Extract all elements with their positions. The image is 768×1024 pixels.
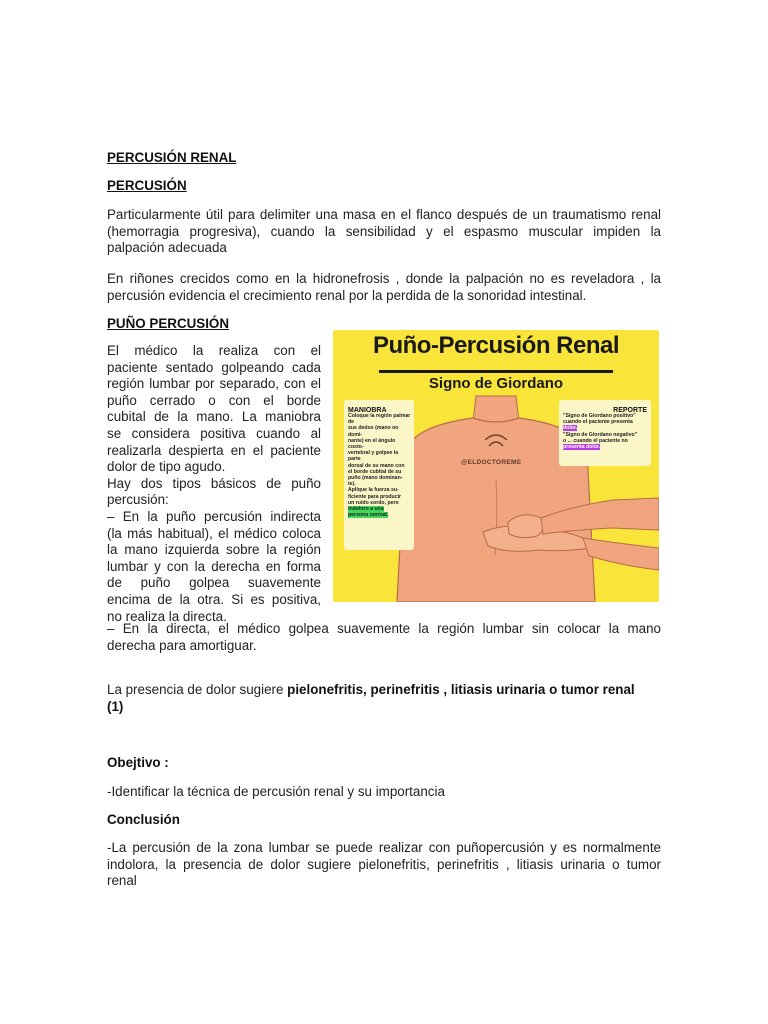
text-line: no realiza la directa. xyxy=(107,608,227,624)
fist-shape xyxy=(508,515,543,538)
reporte-highlight: presenta dolor. xyxy=(563,444,601,451)
giordano-infographic xyxy=(333,330,659,602)
maniobra-line: ficiente para producir xyxy=(348,493,402,500)
puno-text-column xyxy=(107,343,321,625)
text-line: realizarla despierta en el paciente xyxy=(107,442,321,458)
reporte-line: "Signo de Giordano positivo" xyxy=(563,413,636,419)
maniobra-line xyxy=(348,512,412,518)
paragraph-percusion-2 xyxy=(107,271,661,304)
text-line: – En la puño percusión indirecta xyxy=(107,508,321,524)
maniobra-panel xyxy=(344,400,414,550)
text-line: región lumbar por separado, con el xyxy=(107,376,321,392)
text-line: – En la directa, el médico golpea suavemente la región lumbar sin colocar la mano xyxy=(107,621,661,636)
text-line: puño cerrado o con el borde xyxy=(107,392,321,408)
text-line: encima de la otra. Si es positiva, xyxy=(107,591,321,607)
text-line: percusión: xyxy=(107,492,169,508)
maniobra-line: vertebral y golpee la parte xyxy=(348,450,399,463)
text-line: percusión evidencia el crecimiento renal por la perdida de la sonoridad intestinal. xyxy=(107,287,587,303)
text-line: El médico la realiza con el xyxy=(107,343,321,358)
text-line: derecha para amortiguar. xyxy=(107,637,257,653)
infographic-title: Puño-Percusión Renal xyxy=(372,332,620,359)
maniobra-line: nante) en el ángulo costo- xyxy=(348,437,396,451)
maniobra-text xyxy=(348,413,412,518)
paragraph-conclusion xyxy=(107,840,661,890)
text-line: -La percusión de la zona lumbar se puede realizar con puñopercusión y es normalmente xyxy=(107,840,661,855)
maniobra-highlight: persona normal. xyxy=(348,512,389,519)
text-line: En riñones crecidos como en la hidronefrosis , donde la palpación no es reveladora , la xyxy=(107,271,661,286)
heading-percusion: PERCUSIÓN xyxy=(107,178,187,193)
text-line: lumbar y con la derecha en forma xyxy=(107,558,321,574)
maniobra-line: te). xyxy=(348,481,356,488)
reporte-line: cuando el paciente presenta xyxy=(563,419,633,426)
maniobra-label: MANIOBRA xyxy=(348,407,387,414)
reporte-panel xyxy=(559,400,651,466)
paragraph-percusion-1 xyxy=(107,207,661,257)
reporte-highlight: dolor. xyxy=(563,425,578,432)
presence-ref: (1) xyxy=(107,698,124,714)
presence-bold: pielonefritis, perinefritis , litiasis urinaria o tumor renal xyxy=(287,682,635,697)
text-line: la mano izquierda sobre la región xyxy=(107,542,321,558)
maniobra-highlight: indoloro a una xyxy=(348,506,384,513)
text-line: Particularmente útil para delimiter una masa en el flanco después de un traumatismo renal xyxy=(107,207,661,222)
neck-shape xyxy=(473,396,519,422)
lower-forearm-shape xyxy=(583,538,659,570)
reporte-line: o ... cuando el paciente no xyxy=(563,437,628,444)
heading-conclusion: Conclusión xyxy=(107,812,180,827)
text-line: cubital de la mano. La maniobra xyxy=(107,409,321,425)
maniobra-line: Coloque la región palmar de xyxy=(348,413,411,426)
paragraph-presence xyxy=(107,682,661,715)
text-line: indolora, la presencia de dolor sugiere pielonefritis, perinefritis , litiasis urinaria o tumor xyxy=(107,856,661,872)
text-line: paciente sentado golpeando cada xyxy=(107,359,321,375)
text-line: (la más habitual), el médico coloca xyxy=(107,525,321,541)
text-line: de puño golpea suavemente xyxy=(107,575,321,591)
text-line: renal xyxy=(107,873,137,889)
infographic-subtitle: Signo de Giordano xyxy=(428,375,564,392)
maniobra-line: un ruido sordo, pero xyxy=(348,499,399,506)
text-line: Hay dos tipos básicos de puño xyxy=(107,475,321,491)
text-line xyxy=(107,682,661,699)
maniobra-line: sus dedos (mano no domi- xyxy=(348,425,399,438)
maniobra-line: puño (mano dominan- xyxy=(348,475,403,482)
text-line: dolor de tipo agudo. xyxy=(107,459,226,475)
watermark-text: @ELDOCTOREME xyxy=(461,459,522,466)
page-title: PERCUSIÓN RENAL xyxy=(107,150,237,165)
reporte-text xyxy=(563,413,649,450)
reporte-line: "Signo de Giordano negativo" xyxy=(563,431,638,438)
maniobra-line: dorsal de su mano con xyxy=(348,462,405,469)
maniobra-line: el borde cubital de su xyxy=(348,468,402,475)
heading-puno-percusion: PUÑO PERCUSIÓN xyxy=(107,316,230,331)
reporte-line xyxy=(563,444,649,450)
text-line: palpación adecuada xyxy=(107,240,227,256)
reporte-label: REPORTE xyxy=(613,407,647,414)
text-line: se considera positiva cuando al xyxy=(107,425,321,441)
paragraph-directa xyxy=(107,621,661,654)
presence-prefix: La presencia de dolor sugiere xyxy=(107,682,288,697)
text-line: (hemorragia progresiva), cuando la sensibilidad y el espasmo muscular impiden la xyxy=(107,223,661,239)
objetivo-text: -Identificar la técnica de percusión renal y su importancia xyxy=(107,784,445,799)
maniobra-line: Aplique la fuerza su- xyxy=(348,487,399,494)
heading-objetivo: Obejtivo : xyxy=(107,755,169,770)
